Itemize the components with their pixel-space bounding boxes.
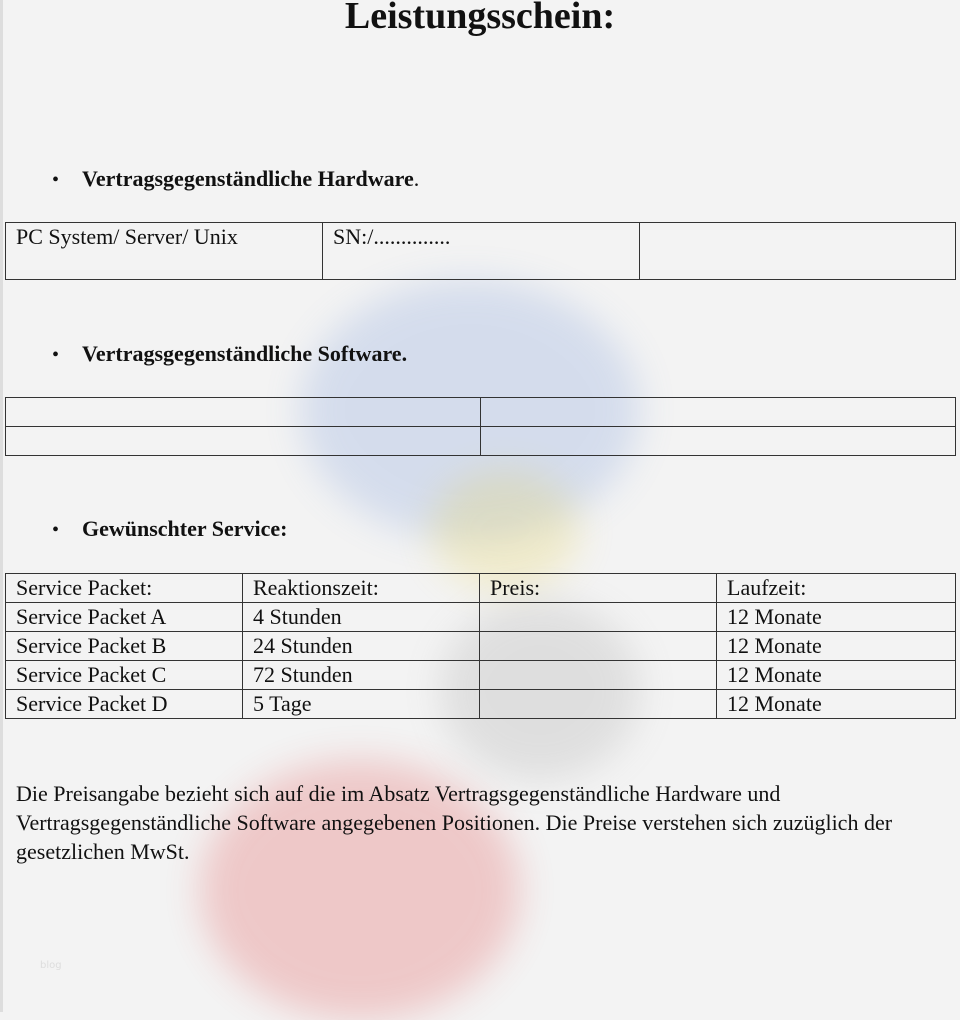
hardware-cell-empty xyxy=(640,223,956,280)
cell: 12 Monate xyxy=(717,661,956,690)
cell: Service Packet B xyxy=(6,632,243,661)
header-cell: Laufzeit: xyxy=(717,574,956,603)
hardware-table xyxy=(5,222,956,280)
cell: Service Packet D xyxy=(6,690,243,719)
cell: Service Packet C xyxy=(6,661,243,690)
section-hardware: • Vertragsgegenständliche Hardware. xyxy=(52,166,420,191)
header-cell: Service Packet: xyxy=(6,574,243,603)
software-cell xyxy=(6,398,481,427)
cell: 4 Stunden xyxy=(243,603,480,632)
section-software: • Vertragsgegenständliche Software. xyxy=(52,341,408,366)
page-edge xyxy=(0,0,3,1012)
cell xyxy=(480,661,717,690)
table-header-row xyxy=(6,574,956,603)
serial-number-cell: SN:/.............. xyxy=(323,223,640,280)
cell: 24 Stunden xyxy=(243,632,480,661)
cell: 12 Monate xyxy=(717,690,956,719)
cell: 5 Tage xyxy=(243,690,480,719)
software-table xyxy=(5,397,956,456)
page-title: Leistungsschein: xyxy=(344,0,616,37)
cell xyxy=(480,632,717,661)
section-service: • Gewünschter Service: xyxy=(52,516,288,541)
cell: 72 Stunden xyxy=(243,661,480,690)
table-row xyxy=(6,661,956,690)
cell: Service Packet A xyxy=(6,603,243,632)
table-row xyxy=(6,690,956,719)
table-row xyxy=(6,632,956,661)
cell xyxy=(480,603,717,632)
software-cell xyxy=(481,427,956,456)
price-note: Die Preisangabe bezieht sich auf die im Absatz Vertragsgegenständliche Hardware und Vertragsgegenständliche Software angegebenen Positionen. Die Preise verstehen sich zuzüglich der gesetzlichen MwSt. xyxy=(16,781,893,864)
cell xyxy=(480,690,717,719)
table-row xyxy=(6,603,956,632)
software-cell xyxy=(481,398,956,427)
header-cell: Preis: xyxy=(480,574,717,603)
software-cell xyxy=(6,427,481,456)
header-cell: Reaktionszeit: xyxy=(243,574,480,603)
service-table xyxy=(5,573,956,719)
cell: 12 Monate xyxy=(717,632,956,661)
watermark: blog xyxy=(40,960,62,971)
hardware-cell: PC System/ Server/ Unix xyxy=(6,223,323,280)
cell: 12 Monate xyxy=(717,603,956,632)
